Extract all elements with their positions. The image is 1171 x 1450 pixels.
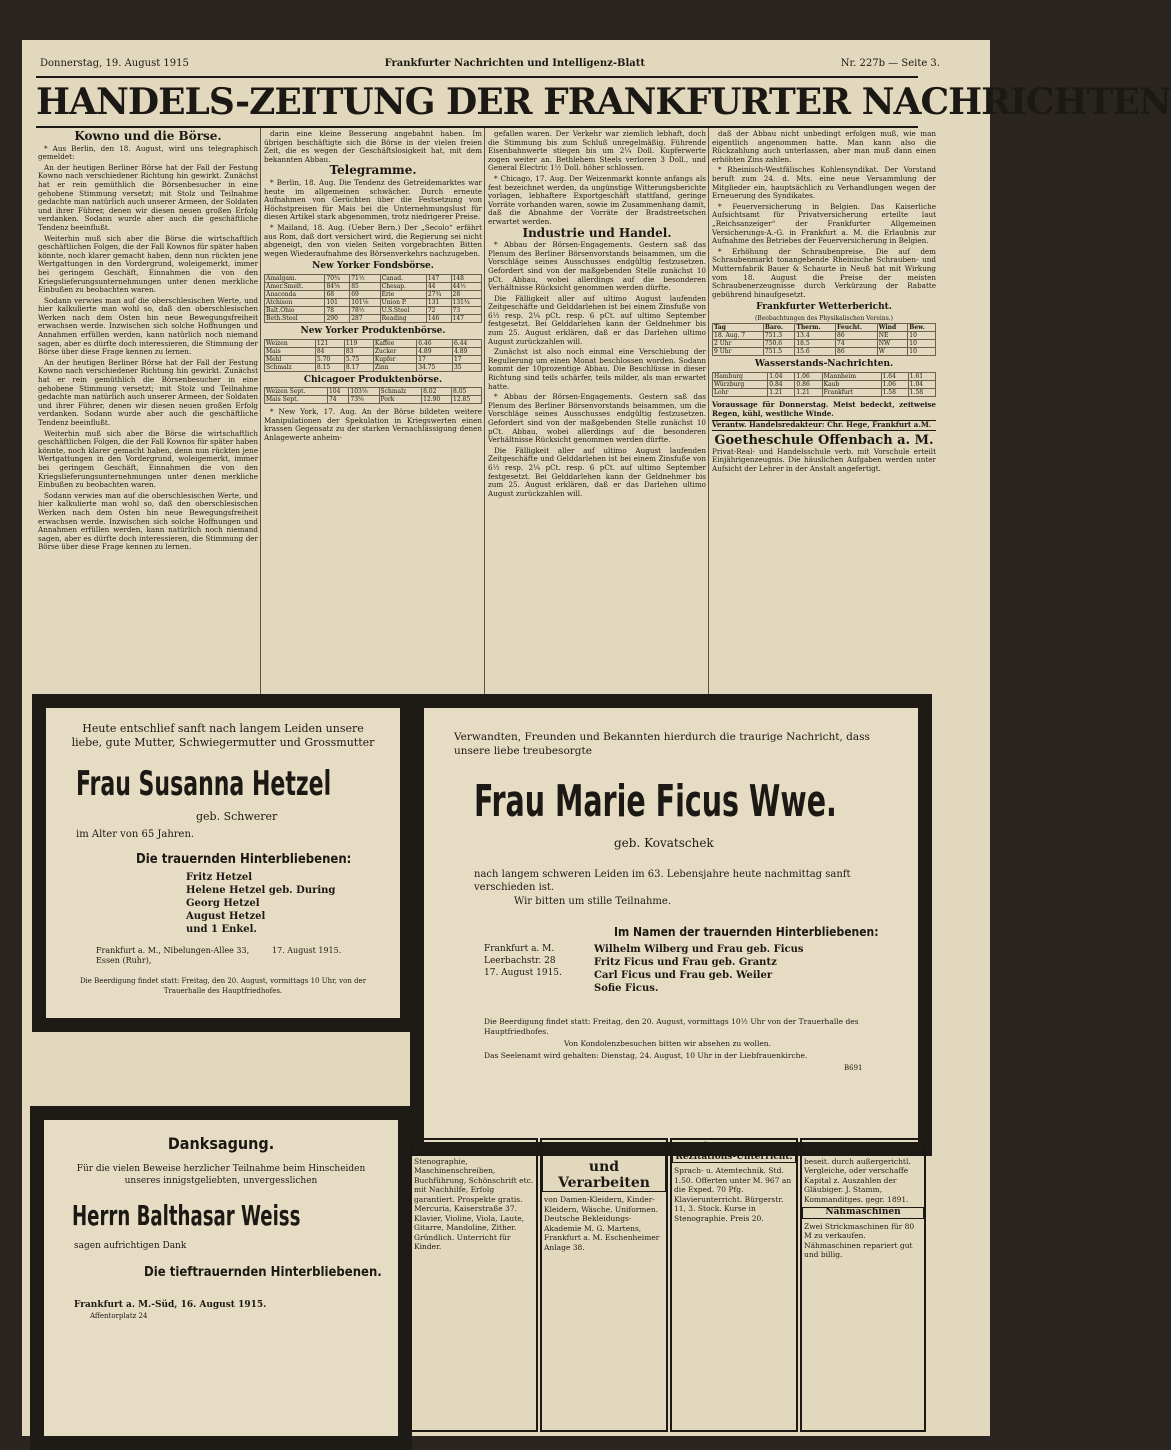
school-ad-title: Goetheschule Offenbach a. M.	[714, 432, 934, 448]
ad-text: Sprach- u. Atemtechnik. Std. 1.50. Offerten unter M. 967 an die Exped. 70 Pfg. Klavierunterricht. Bürgerstr. 11, 3. Stock. Kurse in Stenographie. Preis 20.	[674, 1166, 792, 1223]
header-line	[40, 58, 940, 74]
column-telegrams	[264, 130, 482, 690]
article-paragraph: * Abbau der Börsen-Engagements. Gestern saß das Plenum des Berliner Börsenvorstands beisammen, um die Vorschläge seines Ausschusses endgültig festzusetzen. Gefordert sind von der maßgebenden Stelle zunächst 10 pCt. Abbau, wobei allerdings auf die besonderen Verhältnisse Rücksicht genommen werden dürfte.	[488, 392, 706, 445]
section-title: Telegramme.	[329, 163, 417, 178]
mourners-title: Die trauernden Hinterbliebenen:	[136, 852, 352, 867]
weather-subtitle: (Beobachtungen des Physikalischen Vereins.)	[754, 314, 894, 322]
column-rule	[708, 128, 709, 698]
issue-date: Donnerstag, 19. August 1915	[40, 58, 189, 69]
article-paragraph: * Abbau der Börsen-Engagements. Gestern saß das Plenum des Berliner Börsenvorstands beisammen, um die Vorschläge seines Ausschusses endgültig festzusetzen. Gefordert sind von der maßgebenden Stelle zunächst 10 pCt. Abbau, wobei allerdings auf die besonderen Verhältnisse Rücksicht genommen werden dürfte.	[488, 240, 706, 293]
thanks-notice-weiss	[30, 1106, 412, 1450]
mourners-title: Im Namen der trauernden Hinterbliebenen:	[614, 925, 879, 939]
place-line: Frankfurt a. M. Leerbachstr. 28	[484, 944, 556, 966]
ad-lessons	[410, 1138, 538, 1432]
column-kowno	[38, 130, 258, 690]
article-paragraph: Zunächst ist also noch einmal eine Verschiebung der Regulierung um einen Monat beschlossen worden. Sodann kommt der 10prozentige Abbau. Die Beschlüsse in dieser Richtung sind teils schärfer, teils milder, als man erwartet hatte.	[488, 347, 706, 391]
article-title: Kowno und die Börse.	[74, 129, 222, 143]
maiden-name: geb. Kovatschek	[614, 836, 714, 850]
mourners-list	[594, 943, 804, 995]
newspaper-page	[22, 40, 1171, 1436]
mourners-title: Die tieftrauernden Hinterbliebenen.	[144, 1265, 382, 1280]
column-rule	[260, 128, 261, 698]
ad-title: Künstler erteilt Rezitations-Unterricht.	[672, 1142, 796, 1163]
mourner: Georg Hetzel	[186, 898, 260, 909]
ad-text: beseit. durch außergerichtl. Vergleiche, oder verschaffe Kapital z. Auszahlen der Gläubiger. J. Stamm, Kommanditges. gegr. 1891.	[804, 1156, 911, 1204]
water-title: Wasserstands-Nachrichten.	[754, 359, 894, 370]
article-paragraph: Weiterhin muß sich aber die Börse die wirtschaftlich geschäftlichen Folgen, die der Fall Kownos für später haben könnte, noch klarer gemacht haben, denn nun rückten jene Wertgattungen in den Vordergrund, woleigemerkt, immer bei geringem Geschäft, Einnahmen die von den Kriegslieferungsunternehmungen unter denen merkliche Einbußen zu beobachten waren.	[38, 428, 258, 490]
obituary-text: nach langem schweren Leiden im 63. Lebensjahre heute nachmittag sanft verschieden ist.	[474, 869, 851, 893]
mourner: Sofie Ficus.	[594, 983, 659, 994]
article-paragraph: Sodann verwies man auf die oberschlesischen Werte, und hier kalkulierte man wohl so, daß den oberschlesischen Werken nach dem Osten hin neue Bewegungsfreiheit erwachsen werde. Inzwischen sich solche Hoffnungen und Annahmen erfüllen werden, kann natürlich noch niemand sagen, aber es dürfte doch interessieren, die Stimmung der Börse über diese Frage kennen zu lernen.	[38, 490, 258, 552]
mourner: Fritz Ficus und Frau geb. Grantz	[594, 957, 777, 968]
article-paragraph: * Chicago, 17. Aug. Der Weizenmarkt konnte anfangs als fest bezeichnet werden, da ungünstige Witterungsberichte vorlagen, lebhaftere Exportgeschäft stattfand, geringe Vorräte vorhanden waren, sowie im Zusammenhang damit, daß die Abnahme der Vorräte der Bradstreetschen erwartet werden.	[488, 173, 706, 226]
funeral-info: Die Beerdigung findet statt: Freitag, den 20. August, vormittags 10½ Uhr von der Trauerhalle des Hauptfriedhofes.	[484, 1017, 859, 1036]
ad-title: Zuschneiden und Verarbeiten	[542, 1142, 666, 1192]
mourner: Fritz Hetzel	[186, 872, 253, 883]
age-line: im Alter von 65 Jahren.	[76, 829, 195, 840]
article-paragraph: daß der Abbau nicht unbedingt erfolgen muß, wie man eigentlich angenommen hatte. Man kann also die Rückzahlung auch unterlassen, aber man muß dann einen erhöhten Zins zahlen.	[712, 129, 936, 164]
mourner: Helene Hetzel geb. During	[186, 885, 336, 896]
obituary-intro: Heute entschlief sanft nach langem Leiden unsere liebe, gute Mutter, Schwiegermutter und Grossmutter	[71, 722, 375, 749]
requiem-info: Das Seelenamt wird gehalten: Dienstag, 24. August, 10 Uhr in der Liebfrauenkirche.	[484, 1051, 808, 1060]
table-title: New Yorker Fondsbörse.	[312, 261, 434, 272]
article-paragraph: gefallen waren. Der Verkehr war ziemlich lebhaft, doch die Stimmung bis zum Schluß unregelmäßig. Führende Eisenbahnwerte stiegen bis um 2¼ Doll. Kupferwerte zogen weiter an. Bethlehem Steels verloren 3 Doll., und General Electric 1½ Doll. höher schlossen.	[488, 129, 706, 173]
paper-name: Frankfurter Nachrichten und Intelligenz-Blatt	[384, 58, 645, 69]
stock-table: Amalgam. 70¾ 71½ Canad. 147 148 Amer.Smelt. 84⅝ 85 Chesap. 44 44½ Anaconda 68 69 Erie 27¾ 28 Atchison 101 101⅛ Union P. 131 131¾ Balt.Ohio 78 78½ U.S.Steel 72 73 Beth.Steel 290 287 Reading 146 147	[264, 274, 482, 323]
ad-text: Zwei Strickmaschinen für 80 M zu verkaufen. Nähmaschinen repariert gut und billig.	[804, 1221, 915, 1259]
editor-line: Verantw. Handelsredakteur: Chr. Hege, Frankfurt a.M.	[712, 420, 936, 431]
issue-number: Nr. 227b — Seite 3.	[840, 58, 940, 69]
article-paragraph: * Erhöhung der Schraubenpreise. Die auf dem Schraubenmarkt tonangebende Rheinische Schrauben- und Mutternfabrik Bauer & Schaurte in Neuß hat mit Wirkung vom 18. August die Preise der meisten Schraubenerzeugnisse durch Verkürzung der Rabatte gebührend hinaufgesetzt.	[712, 246, 936, 299]
funeral-info: Die Beerdigung findet statt: Freitag, den 20. August, vormittags 10 Uhr, von der Trauerhalle des Hauptfriedhofes.	[79, 977, 367, 995]
article-paragraph: * Feuerversicherung in Belgien. Das Kaiserliche Aufsichtsamt für Privatversicherung erteilte laut „Reichsanzeiger“ der Frankfurter Allgemeinen Versicherungs-A.-G. in Frankfurt a. M. die Erlaubnis zur Aufnahme des Betriebes der Feuerversicherung in Belgien.	[712, 201, 936, 246]
deceased-name: Frau Marie Ficus Wwe.	[474, 776, 837, 827]
article-paragraph: Weiterhin muß sich aber die Börse die wirtschaftlich geschäftlichen Folgen, die der Fall Kownos für später haben könnte, noch klarer gemacht haben, denn nun rückten jene Wertgattungen in den Vordergrund, woleigemerkt, immer bei geringem Geschäft, Einnahmen die von den Kriegslieferungsunternehmungen unter denen merkliche Einbußen zu beobachten waren.	[38, 233, 258, 295]
date-line: 17. August 1915.	[484, 968, 562, 978]
column-business	[712, 130, 936, 690]
request-line: Wir bitten um stille Teilnahme.	[514, 896, 672, 907]
obituary-intro: Verwandten, Freunden und Bekannten hierdurch die traurige Nachricht, dass unsere liebe treubesorgte	[454, 731, 870, 757]
deceased-name: Herrn Balthasar Weiss	[72, 1199, 301, 1232]
ad-text: Stenographie, Maschinenschreiben, Buchführung, Schönschrift etc. mit Nachhilfe, Erfolg garantiert. Prospekte gratis. Mercuria, Kaiserstraße 37. Klavier, Violine, Viola, Laute, Gitarre, Mandoline, Zither. Gründlich. Unterricht für Kinder.	[414, 1156, 534, 1251]
mourners-list	[186, 871, 400, 936]
forecast: Voraussage für Donnerstag. Meist bedeckt, zeitweise Regen, kühl, westliche Winde.	[712, 400, 936, 418]
street-line: Affentorplatz 24	[90, 1312, 148, 1320]
place-line: Frankfurt a. M.-Süd, 16. August 1915.	[74, 1300, 267, 1310]
ad-tailoring	[540, 1138, 668, 1432]
water-table: Hamburg 1.04 1.06 Mannheim 1.64 1.61 Würzburg 0.84 0.86 Kaub 1.06 1.04 Lohr 1.21 1.21 Frankfurt 1.58 1.58	[712, 372, 936, 397]
article-paragraph: Sodann verwies man auf die oberschlesischen Werte, und hier kalkulierte man wohl so, daß den oberschlesischen Werken nach dem Osten hin neue Bewegungsfreiheit erwachsen werde. Inzwischen sich solche Hoffnungen und Annahmen erfüllen werden, kann natürlich noch niemand sagen, aber es dürfte doch interessieren, die Stimmung der Börse über diese Frage kennen zu lernen.	[38, 295, 258, 357]
article-paragraph: * Berlin, 18. Aug. Die Tendenz des Getreidemarktes war heute im allgemeinen schwächer. Durch erneute Aufnahmen von Gerüchten über die Festsetzung von Höchstpreisen für Mais bei die Unternehmungslust für diesen Artikel stark abgenommen, trotz niedrigerer Preise.	[264, 177, 482, 222]
ad-subtitle: Nähmaschinen	[802, 1207, 924, 1219]
mourner: Wilhelm Wilberg und Frau geb. Ficus	[594, 944, 804, 955]
article-paragraph: * Mailand, 18. Aug. (Ueber Bern.) Der „Secolo“ erfährt aus Rom, daß dort versichert wird, die Regierung sei nicht abgeneigt, den von vielen Seiten vorgebrachten Bitten wegen Wiederaufnahme des Börsenverkehrs nachzugeben.	[264, 222, 482, 258]
article-paragraph: Die Fälligkeit aller auf ultimo August laufenden Zeitgeschäfte und Gelddarlehen ist bei einem Zinsfuße von 6½ resp. 2¼ pCt. resp. 6 pCt. auf ultimo September festgesetzt. Bei Gelddarlehen kann der Geldnehmer bis zum 25. August erklären, daß er das Darlehen ultimo August zurückzahlen will.	[488, 445, 706, 498]
ad-recitation	[670, 1138, 798, 1432]
deceased-name: Frau Susanna Hetzel	[76, 764, 332, 804]
produce-table: Weizen 121 119 Kaffee 6.46 6.44 Mais 84 83 Zucker 4.89 4.89 Mehl 5.70 5.75 Kupfer 17 17 Schmalz 8.15 8.17 Zinn 34.75 35	[264, 339, 482, 372]
mourner: August Hetzel	[186, 911, 266, 922]
thanks-title: Danksagung.	[167, 1134, 275, 1153]
article-paragraph: * Aus Berlin, den 18. August, wird uns telegraphisch gemeldet:	[38, 143, 258, 162]
ad-title: Unterricht	[412, 1142, 536, 1154]
table-title: New Yorker Produktenbörse.	[300, 325, 446, 336]
mourner: Carl Ficus und Frau geb. Weiler	[594, 970, 773, 981]
maiden-name: geb. Schwerer	[196, 810, 278, 823]
article-paragraph: An der heutigen Berliner Börse hat der Fall der Festung Kowno nach verschiedener Richtung hin gewirkt. Zunächst hat er rein gemüthlich die Börsenbesucher in eine gehobene Stimmung versetzt; mit Stolz und Teilnahme gedachte man natürlich auch unserer Armeen, der Soldaten und ihrer Führer, denen wir diesen neuen großen Erfolg verdanken. Sodann wurde aber auch die geschäftliche Tendenz beeinflußt.	[38, 162, 258, 232]
weather-title: Frankfurter Wetterbericht.	[756, 302, 892, 313]
article-paragraph: * New York, 17. Aug. An der Börse bildeten weitere Manipulationen der Spekulation in Kriegswerten einen krassen Gegensatz zu der starken Vernachlässigung denen Anlagewerte anheim-	[264, 407, 482, 442]
obituary-hetzel	[32, 694, 414, 1032]
condolence-note: Von Kondolenzbesuchen bitten wir absehen zu wollen.	[564, 1039, 772, 1048]
article-paragraph: Die Fälligkeit aller auf ultimo August laufenden Zeitgeschäfte und Gelddarlehen ist bei einem Zinsfuße von 6½ resp. 2¼ pCt. resp. 6 pCt. auf ultimo September festgesetzt. Bei Gelddarlehen kann der Geldnehmer bis zum 25. August erklären, daß er das Darlehen ultimo August zurückzahlen will.	[488, 293, 706, 346]
article-paragraph: darin eine kleine Besserung angebahnt haben. Im übrigen beschäftigte sich die Börse in der vielen freien Zeit, die es wegen der Geschäftslosigkeit hat, mit dem bekannten Abbau.	[264, 129, 482, 164]
ad-payments	[800, 1138, 926, 1432]
thanks-intro: Für die vielen Beweise herzlicher Teilnahme beim Hinscheiden unseres innigstgeliebten, unvergesslichen	[76, 1164, 366, 1186]
chicago-table: Weizen Sept. 104 103⅛ Schmalz 8.02 8.05 Mais Sept. 74 73⅝ Pork 12.90 12.85	[264, 387, 482, 404]
table-title: Chicagoer Produktenbörse.	[303, 374, 443, 385]
weather-table: Tag Baro. Therm. Feucht. Wind Bew. 18. Aug. 7 751.3 13.4 86 NE 10 2 Uhr 750.6 18.5 74 NW 10 9 Uhr 751.5 15.6 86 W 10	[712, 323, 936, 356]
place-line: Frankfurt a. M., Nibelungen-Allee 33, Essen (Ruhr),	[96, 946, 250, 965]
ad-code: B691	[844, 1064, 863, 1072]
article-paragraph: An der heutigen Berliner Börse hat der Fall der Festung Kowno nach verschiedener Richtung hin gewirkt. Zunächst hat er rein gemüthlich die Börsenbesucher in eine gehobene Stimmung versetzt; mit Stolz und Teilnahme gedachte man natürlich auch unserer Armeen, der Soldaten und ihrer Führer, denen wir diesen neuen großen Erfolg verdanken. Sodann wurde aber auch die geschäftliche Tendenz beeinflußt.	[38, 357, 258, 427]
mourner: und 1 Enkel.	[186, 924, 257, 935]
obituary-ficus	[410, 694, 932, 1156]
masthead: HANDELS-ZEITUNG DER FRANKFURTER NACHRICHTEN	[36, 76, 918, 128]
column-industry	[488, 130, 706, 690]
ad-title: Zahlungsstockung	[802, 1142, 924, 1154]
thanks-text: sagen aufrichtigen Dank	[74, 1241, 187, 1251]
date-line: 17. August 1915.	[272, 946, 342, 955]
article-paragraph: * Rheinisch-Westfälisches Kohlensyndikat. Der Vorstand beruft zum 24. d. Mts. eine neue Versammlung der Mitglieder ein, hauptsächlich zu Verhandlungen wegen der Erneuerung des Syndikates.	[712, 165, 936, 201]
ad-text: von Damen-Kleidern, Kinder-Kleidern, Wäsche, Uniformen. Deutsche Bekleidungs-Akademie M. G. Martens, Frankfurt a. M. Eschenheimer Anlage 38.	[544, 1195, 660, 1252]
section-title: Industrie und Handel.	[522, 225, 672, 240]
column-rule	[484, 128, 485, 698]
school-ad-text: Privat-Real- und Handelsschule verb. mit Vorschule erteilt Einjährigenzeugnis. Die häuslichen Aufgaben werden unter Aufsicht der Lehrer in der Anstalt angefertigt.	[712, 446, 936, 474]
